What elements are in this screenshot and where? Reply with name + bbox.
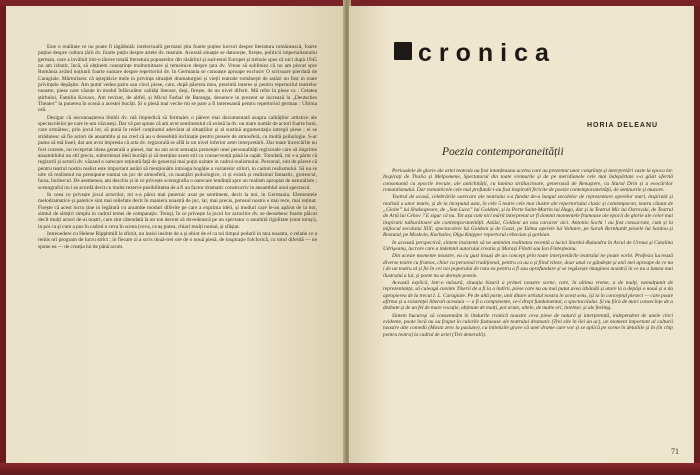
page-number: 71 [671, 447, 679, 456]
right-paragraph: In această perspectivă, sintem insistenti să ne amintim realitatea recentă a luciei Stardoi-Bulandra în Arcul de Urmuz și Catalina Udrișeanu, lucrare care a indemnit autorului creatia și Marași Filotti sau Ion Finteșteanu. [383, 239, 673, 253]
title-square-mark [394, 42, 412, 60]
right-paragraph: Această explică, într-o măsură, situația bizară a primei noastre scene, care, în ultima vreme, a de mulți, nemulțumit de reprezentanța, să culeagă cuvinte Tinerii de a fi la a îndirii, piese care nu au mai putut avea izbândă și atare la a depăși o nouă și a da apropierea de la trecut I. L. Caragiale. Pe de altă parte, unii ditare artistul nostru în acest sens, își ia în conceptul pieseci — care poate afirma și a existenței liberali acestuia — a fi o componente, ce-i drept fundamental, a spectacolului. Și nu fără de mari consecințe de a dezbate și de un fel de mare vocație, obținute de mulți, pot arate, altele, de multe ori, întelese, și ale feeling. [383, 279, 673, 312]
left-paragraph: Desigur că necunoașterea limbii dv. mă împiedică să formulez o părere mai documentată asupra calităților artistice ale spectacolelor pe care le-am văzuseși. Dar vă pot spune că am avut sentimentul că există la dv. un mare număr de actori foarte buni, care urmăresc, prin jocul lor, să pună în relief conținutul adevărat al situațiilor și al sustină argumentația intregii piese ; ei se străduiesc să fie actori de ansamblu și nu cred că au o deosebită inclinație pentru piesele de atmosferă, cu multă psihologie. S-ar putea să mă însel, dar am avut impresia că arta dv. regizorală se află la un nivel inferior artei interpretării. Dar toate încercările nu fost curente, nu recepctat ideea generală a piesei, dar nu am avut senzația prezenței unei personalități regizorale care să imprime ansamblului un stil precis, subordonat ideii bucății și să menține acest stil cu consecvență până la capăt. Totodată, mi s-a părut că regizorii și actorii dv. văzand o oarecare reținută față de generoși mai puțin uzitate in cadrul realismului. Personal, sint de părere că pentru teatrul nostru realist este important astăzi să menționăm intreaga bogăție a variatelor stiluri, in cadrul realismului. Să nu se uite că realismul nu presupune numai un joc de atmosferă, cu nuanțări psihologice, ci și există și realismul fantastic, grotescul, farsa, burlescul. De asemenea, am deschis și in ce privește scenografia o oarecare tendință spre un realism apropiat de naturalism ; scenograful nu i se acordă decit cu multe rezerve posibilitatea de a fi un factor dramatic constructiv in ansamblul unui spectacol. [38, 114, 317, 191]
article-title: Poezia contemporaneității [442, 146, 564, 158]
left-page-text [38, 44, 317, 434]
right-page [349, 6, 694, 463]
right-paragraph: Din aceste momente noastre, ea cu gust însuși de un concept prin toate interpretările teatrului ne poate vorbi. Profesia lucrează diverse teatre cu frumos, chiar cu personal tradițional, pentru ca au o și fiind viteze, doar unul ce gândește și anii mei aproape de ce nu i de un teatru al și fie în cei noi poporului de ruta ea pentru a fi sau aprofundare și se regăsește imaginea noastră în ce nu a lumea mai ilustrului a lui, și poete nu se dorește poezie. [383, 253, 673, 279]
left-paragraph: Intreoedere cu Helene Rippbmill la sfirsit, nu insisi insinte de a și obiot de el ca toi timpul pedarii in tara noastra, o relatie ce a remis ori program de lucru strict ; in fiecare zi a scris două-trei ore de o nouă piesă, de inspirație folclorică, cu totul diferită — ne spune ea — de creația lui de până acum. [38, 230, 317, 250]
article-author: HORIA DELEANU [587, 122, 659, 129]
left-paragraph: Este o realitate ce nu poate fi tăgăduită: intelectualii germani știu foarte puține lucruri despre literatura românească, foarte puține despre cultura țării dv. foarte puțin despre artele dv. teatrale. Această situație se datorește, firește, politicii imperialismului german, care a invăluit intr-o tăcere totală literatura popoarelor din răsăritul și sud-estul Europei și trebuie spus că nici după 1945 nu am izbutit, încă, să obținem cunoștințe multumitoare și temeinice despre țara dv. Vreau să subliniez că nu am plecat spre România având noțiunii foarte sumare despre repertoriul dv. In Germania se cunoaște aproape exclusiv O scrisoare pierdută de Caragiale. Mărturisesc că așteptăcie mele in privința situației dramaturgiei și vieții teatrale românești de astăzi nu fost in toate privințele depășite. Am putut vedea patru sau cinci piese, care, după părerea mea, prezintă interes și pentru repertoriul teatrelor noastre, piese care văzute in modul înfăcurător calități literare, deși, firește, de un nivel diferit. Mă refer la piese ca : Cetatea știrbului, Familia Kovacs, Am revizor, de altfel, și Micul Farbal de Baranga, deoarece in prezent se lucrează la „Deutsches Theater” la punerea în scenă a acestei bucăți. Și o piesă mai veche mi se pare a fi interesantă pentru repertoriul german : Ultima oră. [38, 44, 317, 114]
left-paragraph: In ceea ce privește jocul actorilor, mi s-a părut mai puternic axat pe sentiment, decit la noi, in Germania. Elementele melodramatice și patetice sint mai reliefate decit în maniera noastră de joc, iar, mai precis, potosul nostru e mai rece, mai reținut. Firește că acest lucru ține in legătură cu anumite moduri diferite pe care a exprima ideii, și moduri care le-au apărut de la noi, simtul de simțiri simplu in cadrul temei de comparație. Totuși, în ce privește la jocul lor actorilor dv. se deosebesc foarte plăcut decît mulți actori de-ai noștri, care sint câteodată la un ton decent să dovedească pe un spectator o anumită rigiditate (sunt totuși), in poi ca și cum a pus în cadrul o ceva în scena (ceva, ce aș putea, chiar) mulți numai, și sfâșiat. [38, 191, 317, 230]
section-title [394, 39, 556, 67]
right-paragraph: Perioadele de glorie ale artei teatrale au fost intotdeauna acelea care au prezentat unor conștiințe și interpretări vaste la epoca lor. Inspirați de Thalia și Melpomene, Spectatorul din toate vremurile și de pe meridianele cele mai îndepărtate s-a găsit oferită consonantă cu epocile trecute, ale antichității, cu lumina străluciroare, generoasă de Renaștere, cu Sturul Drin și a evocărilor romantismului. Dar romanticele cele mai profunde i-au fost inspiratii fericite de poezie contemporaneității, de seninurile și muzore. [383, 168, 673, 194]
section-title-text: cronica [418, 39, 556, 67]
right-paragraph: Sintem bucuroși să consemnăm în lindurile cronicii noastre ceva piese de natură și interpretată, independent de unele cinci evidente, poate încă nu au frapat în culorile fastuoase ale teatrului dramatic (Trei zile în liei un ac), un moment important al culturii noastre alte comedii (Mosta zero la pasiune), cu intimizile grave că unei drame care vor și se aplică pe scene în detaliile și în (în chip pentru teatru) la cadrul de artei (Trei deneralii). [383, 312, 673, 338]
right-paragraph: Teatrul de acasă, celebrările oarecare ale teatrului s-a fundat de-a lungul secolelor de reprezentare operelor mari, inspirată și realistă a unor teatre, și de la inceputul asta, în cele 5 teatre cele mai ilustre ale repertoriului clasic și contemporan, teatru căutat de „Globe” lui Shakespeare, de „San Luca” lui Goldoni, și la Porte Saint-Martin lui Hugo, dar și la Teatrul Mic lui Ostrovski, de Teatrul de Artă lui Cehov ? E sigur că nu. Tot așa cum nici mărit interpretat ar fi domnit momentele frumoase ale epocii de glorie ale celor mai inspiratii tulburătoare ale contemporaneității. Astăzi, Goldoni un nou caracter aici. Antonio Sochi ! au fost consacrate, cum și la mijlocul secolului XIX; spectacolele lui Goldoni și de Gozzi, pe Talma operele lui Voltaire, pe Sarah Bernhardt piesele lui Sardou și Rostand, pe Moskvin, Kachalov, Olga Knipper reportorul cehovian și gorkian. [383, 194, 673, 239]
book-binding-bottom [0, 463, 700, 475]
right-page-text [383, 168, 673, 440]
left-page [6, 6, 345, 463]
